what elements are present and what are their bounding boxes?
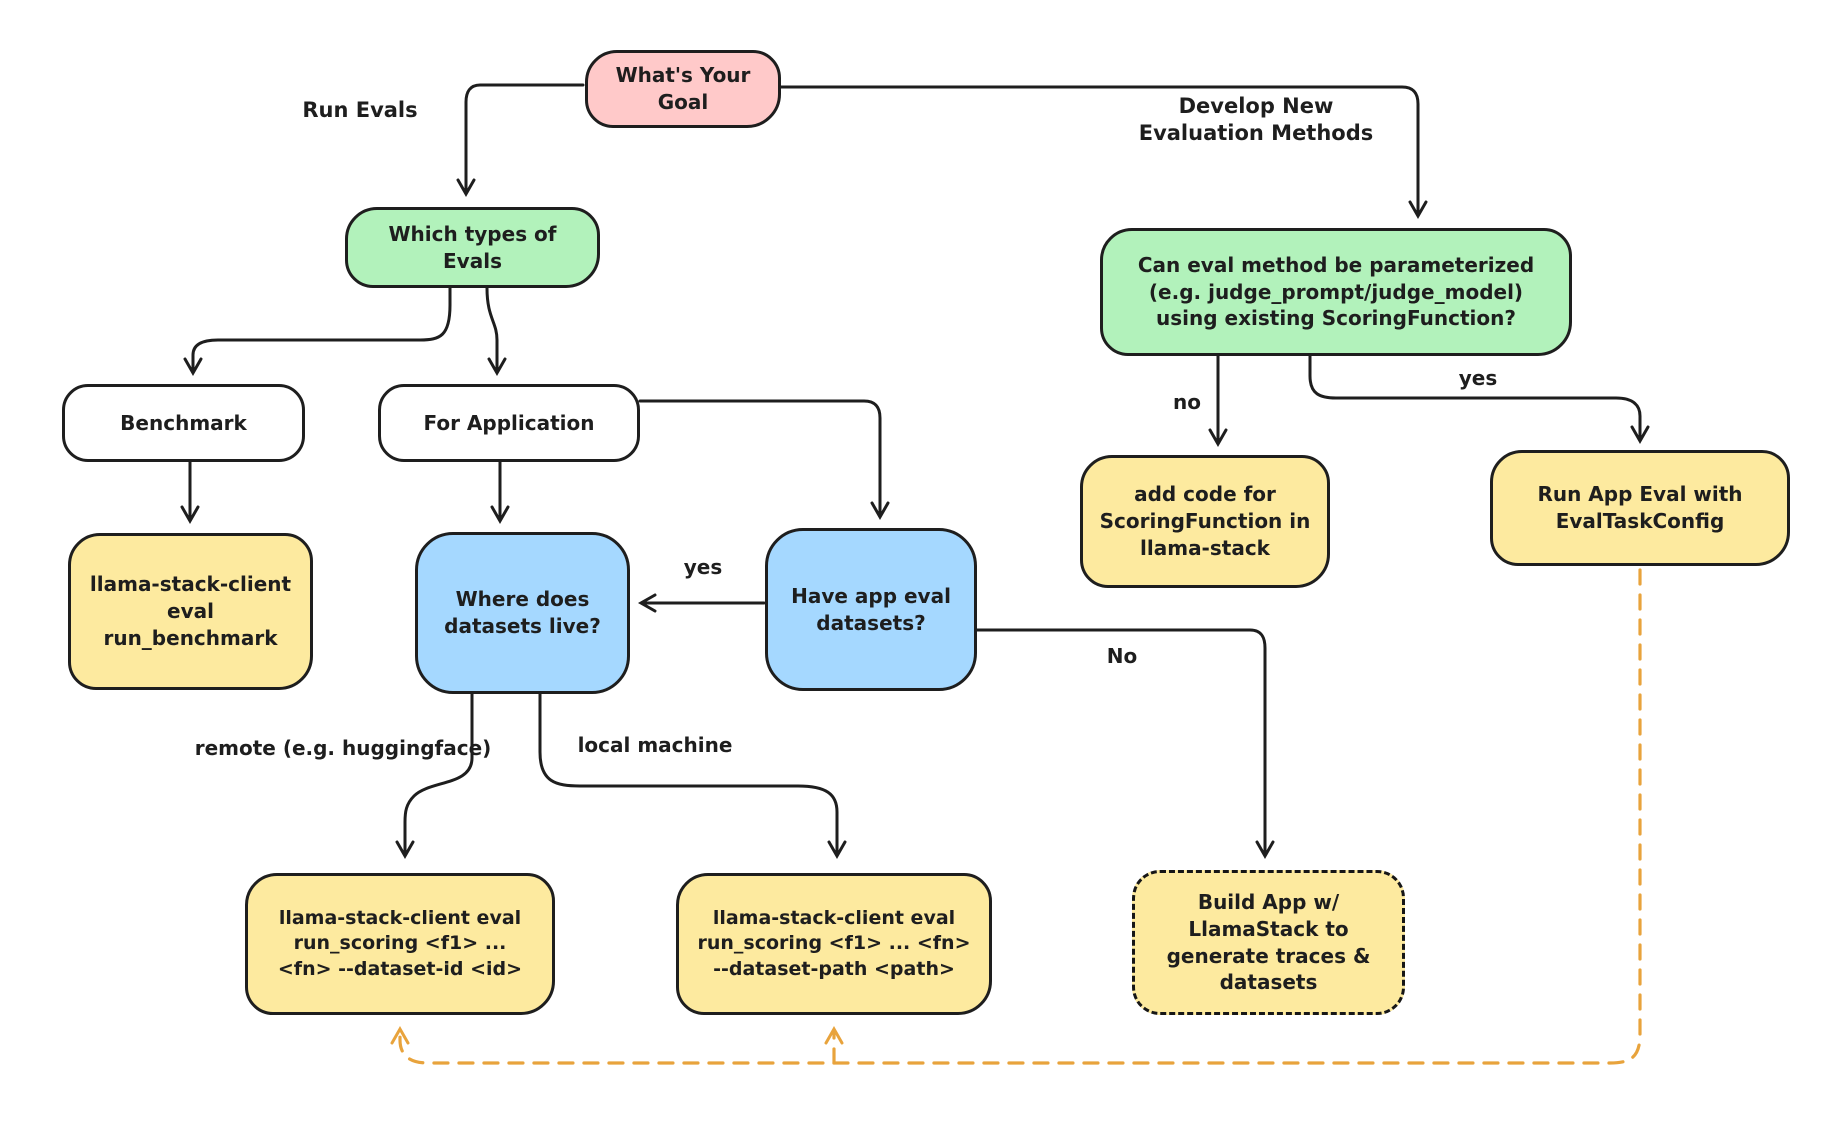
node-for-application	[378, 384, 640, 462]
edge-label-no-have-datasets: No	[1106, 644, 1138, 668]
node-benchmark	[62, 384, 305, 462]
edge-which-types-to-benchmark	[193, 288, 450, 372]
edge-label-remote-huggingface: remote (e.g. huggingface)	[194, 736, 492, 760]
node-where-datasets-live-label: Where does datasets live?	[444, 587, 601, 638]
edge-where-datasets-local-to-scoring-path	[540, 694, 837, 855]
node-run-scoring-dataset-id	[245, 873, 555, 1015]
node-benchmark-label: Benchmark	[120, 410, 247, 435]
node-have-app-eval-datasets-label: Have app eval datasets?	[791, 583, 951, 635]
node-add-code-scoringfunction	[1080, 455, 1330, 588]
edge-label-local-machine: local machine	[577, 733, 733, 757]
node-run-benchmark-command	[68, 533, 313, 690]
node-which-types-of-evals-label: Which types of Evals	[388, 221, 557, 273]
node-param-question	[1100, 228, 1572, 356]
edge-label-run-evals: Run Evals	[302, 98, 418, 122]
node-which-types-of-evals	[345, 207, 600, 288]
edge-label-develop-new-evaluation-methods: Develop New Evaluation Methods	[1138, 94, 1374, 145]
node-run-scoring-dataset-path-label: llama-stack-client eval run_scoring <f1> ... <fn> --dataset-path <path>	[697, 906, 971, 980]
node-whats-your-goal-label: What's Your Goal	[615, 63, 751, 114]
node-run-benchmark-command-label: llama-stack-client eval run_benchmark	[89, 572, 292, 650]
node-where-datasets-live	[415, 532, 630, 694]
edge-label-yes-param: yes	[1458, 366, 1498, 390]
node-run-app-eval-label: Run App Eval with EvalTaskConfig	[1537, 482, 1743, 533]
edge-which-types-to-for-application	[487, 288, 497, 372]
edge-for-application-to-have-datasets	[640, 401, 880, 516]
node-build-app-llamastack	[1132, 870, 1405, 1015]
edge-label-no-param: no	[1173, 390, 1201, 414]
node-build-app-llamastack-label: Build App w/ LlamaStack to generate traces & datasets	[1166, 889, 1371, 995]
node-param-question-label: Can eval method be parameterized (e.g. judge_prompt/judge_model) using existing ScoringFunction?	[1137, 252, 1535, 331]
edge-label-yes-have-datasets: yes	[683, 555, 723, 579]
node-run-scoring-dataset-path	[676, 873, 992, 1015]
node-for-application-label: For Application	[423, 410, 595, 435]
node-whats-your-goal	[585, 50, 781, 128]
node-add-code-scoringfunction-label: add code for ScoringFunction in llama-stack	[1099, 482, 1311, 560]
node-have-app-eval-datasets	[765, 528, 977, 691]
node-run-app-eval	[1490, 450, 1790, 566]
edge-where-datasets-remote-to-scoring-id	[405, 694, 472, 855]
edge-goal-to-which-types	[466, 85, 583, 193]
node-run-scoring-dataset-id-label: llama-stack-client eval run_scoring <f1> ... <fn> --dataset-id <id>	[277, 906, 523, 980]
